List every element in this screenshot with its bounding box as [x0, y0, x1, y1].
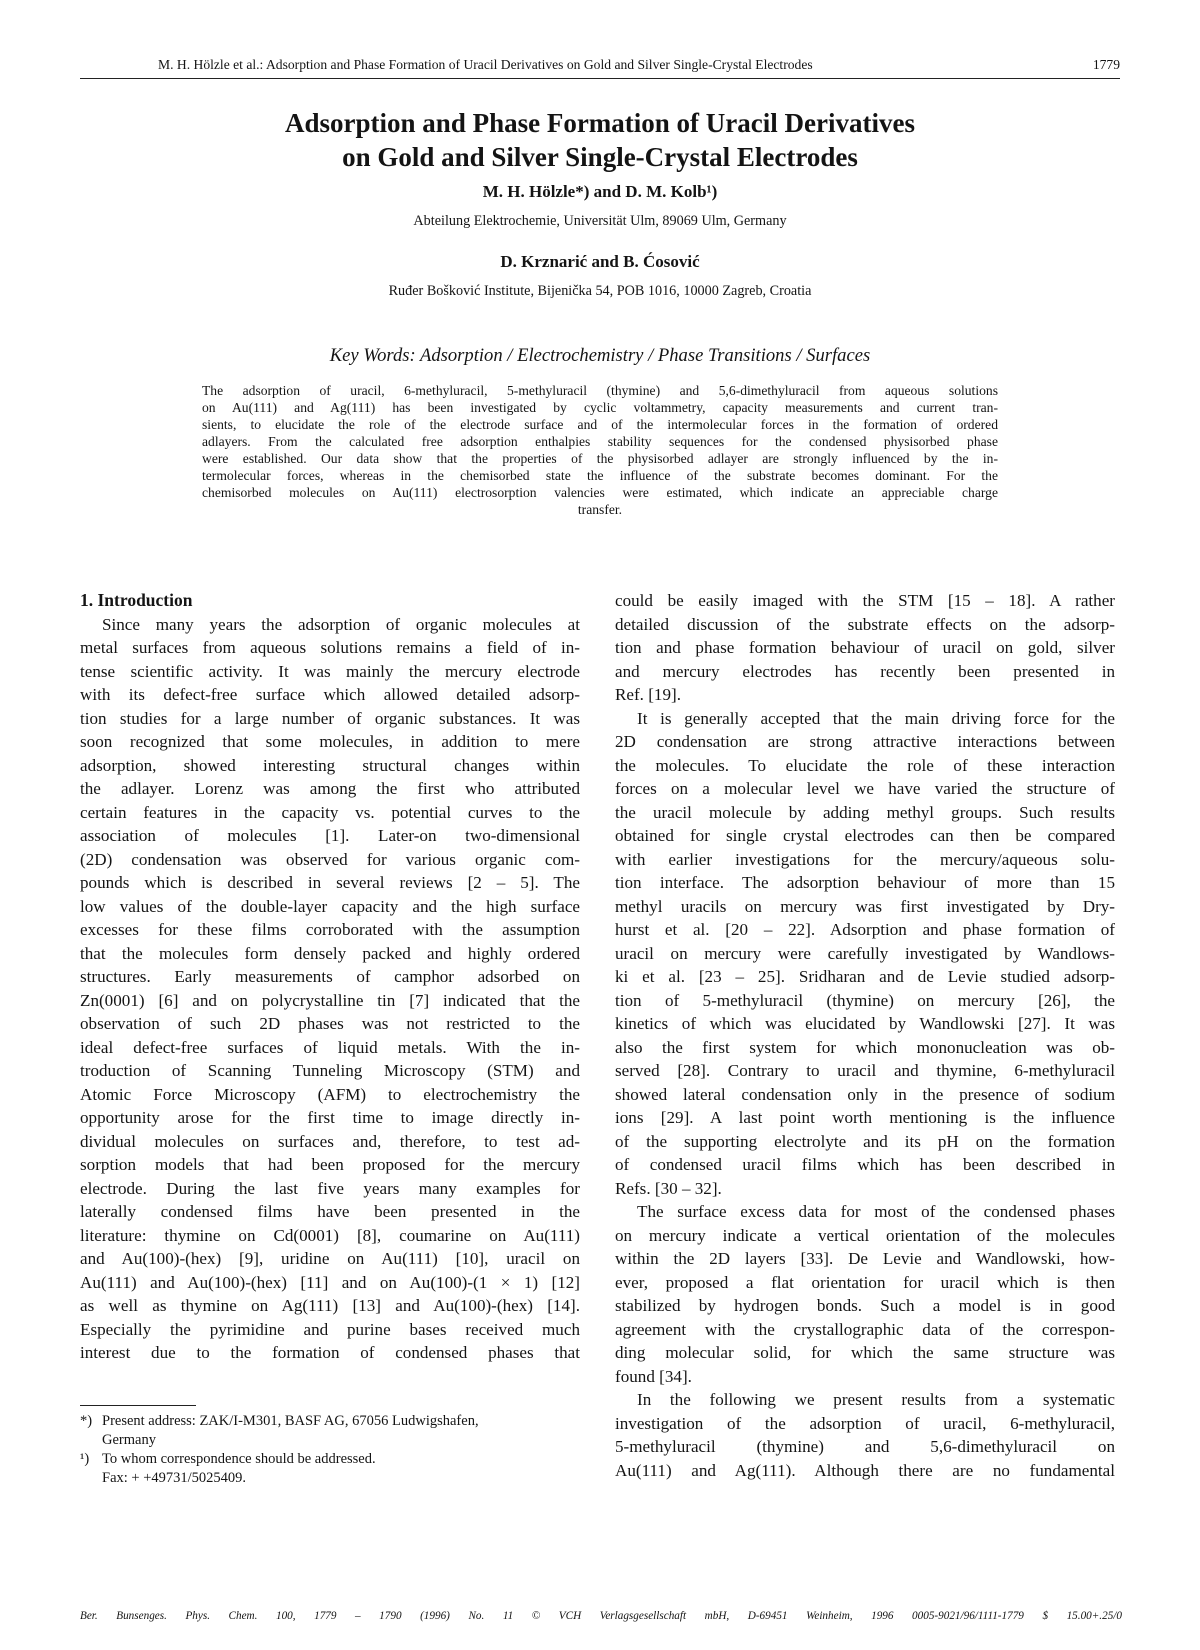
body-text-line: could be easily imaged with the STM [15 – 18]. A rather: [615, 591, 1115, 610]
footnotes: [80, 1412, 580, 1488]
body-text-line: as well as thymine on Ag(111) [13] and Au(100)-(hex) [14].: [80, 1296, 580, 1315]
body-text-line: interest due to the formation of condensed phases that: [80, 1343, 580, 1362]
body-text-line: ever, proposed a flat orientation for uracil which is then: [615, 1272, 1115, 1292]
body-text-line: ki et al. [23 – 25]. Sridharan and de Levie studied adsorp-: [615, 967, 1115, 986]
body-text-line: structures. Early measurements of camphor adsorbed on: [80, 967, 580, 986]
section-heading: 1. Introduction: [80, 590, 193, 610]
running-header: [80, 56, 1120, 79]
keywords: Key Words: Adsorption / Electrochemistry / Phase Transitions / Surfaces: [329, 345, 871, 366]
body-text-line: electrode. During the last five years many examples for: [80, 1178, 580, 1198]
abstract-line: adlayers. From the calculated free adsorption enthalpies stability sequences for the condensed physisorbed phase: [202, 434, 998, 449]
journal-footer: Ber. Bunsenges. Phys. Chem. 100, 1779 – 1790 (1996) No. 11 © VCH Verlagsgesellschaft mbH, D-69451 Weinheim, 1996 0005-9021/96/1111-1779 $ 15.00+.25/0: [80, 1610, 1122, 1622]
body-text-line: tion studies for a large number of organic substances. It was: [80, 708, 580, 728]
body-text-line: Especially the pyrimidine and purine bases received much: [80, 1319, 580, 1339]
body-text-line: 2D condensation are strong attractive interactions between: [615, 732, 1115, 751]
abstract: [202, 382, 998, 518]
left-column: [80, 589, 580, 1365]
footnote-text: Germany: [102, 1432, 156, 1448]
body-text-line: metal surfaces from aqueous solutions remains a field of in-: [80, 638, 580, 657]
body-text-line: Refs. [30 – 32].: [615, 1178, 722, 1198]
title-line-1: Adsorption and Phase Formation of Uracil Derivatives: [285, 108, 915, 138]
body-text-line: uracil on mercury were carefully investigated by Wandlows-: [615, 943, 1115, 963]
body-text-line: troduction of Scanning Tunneling Microscopy (STM) and: [80, 1061, 580, 1080]
footnote-text: To whom correspondence should be addressed.: [102, 1451, 376, 1467]
body-text-line: ding molecular solid, for which the same structure was: [615, 1343, 1115, 1362]
abstract-line: were established. Our data show that the properties of the physisorbed adlayer are strongly influenced by the in-: [202, 451, 998, 466]
body-text-line: tion interface. The adsorption behaviour of more than 15: [615, 873, 1115, 892]
footnote-line: [80, 1450, 580, 1469]
author-names-1: M. H. Hölzle*) and D. M. Kolb¹): [482, 182, 718, 201]
body-text-line: the molecules. To elucidate the role of these interaction: [615, 755, 1115, 775]
body-text-line: Zn(0001) [6] and on polycrystalline tin [7] indicated that the: [80, 990, 580, 1010]
body-text-line: detailed discussion of the substrate effects on the adsorp-: [615, 614, 1115, 634]
body-text-line: served [28]. Contrary to uracil and thymine, 6-methyluracil: [615, 1061, 1115, 1080]
body-text-line: low values of the double-layer capacity and the high surface: [80, 896, 580, 916]
body-text-line: tion of 5-methyluracil (thymine) on mercury [26], the: [615, 990, 1115, 1010]
body-text-line: certain features in the capacity vs. potential curves to the: [80, 802, 580, 822]
body-text-line: showed lateral condensation only in the presence of sodium: [615, 1084, 1115, 1104]
body-text-line: 5-methyluracil (thymine) and 5,6-dimethyluracil on: [615, 1437, 1115, 1456]
footnote-text: Fax: + +49731/5025409.: [102, 1470, 247, 1486]
abstract-line: transfer.: [577, 502, 623, 517]
footnote-line: [80, 1431, 580, 1450]
body-text-line: and mercury electrodes has recently been presented in: [615, 661, 1115, 681]
body-text-line: also the first system for which mononucleation was ob-: [615, 1037, 1115, 1057]
body-text-line: of the supporting electrolyte and its pH on the formation: [615, 1131, 1115, 1151]
body-text-line: Atomic Force Microscopy (AFM) to electrochemistry the: [80, 1084, 580, 1104]
body-text-line: excesses for these films corroborated with the assumption: [80, 920, 580, 939]
body-text-line: kinetics of which was elucidated by Wandlowski [27]. It was: [615, 1014, 1115, 1033]
body-text-line: In the following we present results from a systematic: [637, 1390, 1115, 1409]
body-text-line: the uracil molecule by adding methyl groups. Such results: [615, 802, 1115, 822]
body-text-line: ideal defect-free surfaces of liquid metals. With the in-: [80, 1037, 580, 1057]
affiliation-1: Abteilung Elektrochemie, Universität Ulm, 89069 Ulm, Germany: [413, 213, 787, 229]
body-text-line: adsorption, showed interesting structural changes within: [80, 755, 580, 775]
body-text-line: with earlier investigations for the mercury/aqueous solu-: [615, 849, 1115, 869]
article-title: [0, 106, 1200, 174]
body-text-line: that the molecules form densely packed and highly ordered: [80, 943, 580, 963]
body-text-line: methyl uracils on mercury was first investigated by Dry-: [615, 896, 1115, 916]
footnote-rule: [80, 1405, 196, 1406]
body-text-line: of condensed uracil films which has been described in: [615, 1155, 1115, 1174]
body-text-line: forces on a molecular level we have varied the structure of: [615, 779, 1115, 798]
body-text-line: Au(111) and Au(100)-(hex) [11] and on Au(100)-(1 × 1) [12]: [80, 1272, 580, 1292]
footnote-line: [80, 1412, 580, 1431]
page-number: 1779: [1092, 57, 1120, 72]
body-text-line: and Au(100)-(hex) [9], uridine on Au(111) [10], uracil on: [80, 1249, 580, 1268]
body-text-line: The surface excess data for most of the condensed phases: [637, 1202, 1115, 1221]
body-text-line: stabilized by hydrogen bonds. Such a model is in good: [615, 1296, 1115, 1315]
body-text-line: It is generally accepted that the main driving force for the: [637, 708, 1115, 728]
footnote-text: Present address: ZAK/I-M301, BASF AG, 67056 Ludwigshafen,: [102, 1413, 479, 1429]
right-column: [615, 589, 1115, 1482]
body-text-line: tion and phase formation behaviour of uracil on gold, silver: [615, 638, 1115, 657]
body-text-line: with its defect-free surface which allowed detailed adsorp-: [80, 685, 580, 704]
body-text-line: investigation of the adsorption of uracil, 6-methyluracil,: [615, 1413, 1115, 1433]
author-names-2: D. Krznarić and B. Ćosović: [500, 252, 700, 271]
body-text-line: (2D) condensation was observed for various organic com-: [80, 849, 580, 869]
body-text-line: found [34].: [615, 1366, 692, 1386]
body-text-line: laterally condensed films have been presented in the: [80, 1202, 580, 1221]
body-text-line: obtained for single crystal electrodes can then be compared: [615, 826, 1115, 845]
body-text-line: pounds which is described in several reviews [2 – 5]. The: [80, 873, 580, 892]
body-text-line: sorption models that had been proposed for the mercury: [80, 1155, 580, 1174]
body-text-line: ions [29]. A last point worth mentioning is the influence: [615, 1108, 1115, 1127]
body-text-line: dividual molecules on surfaces and, therefore, to test ad-: [80, 1131, 580, 1151]
body-text-line: Ref. [19].: [615, 685, 681, 704]
body-text-line: tense scientific activity. It was mainly the mercury electrode: [80, 661, 580, 681]
footnote-mark: *): [80, 1413, 93, 1429]
body-text-line: association of molecules [1]. Later-on two-dimensional: [80, 826, 580, 845]
title-line-2: on Gold and Silver Single-Crystal Electrodes: [342, 142, 858, 172]
abstract-line: The adsorption of uracil, 6-methyluracil, 5-methyluracil (thymine) and 5,6-dimethyluracil from aqueous solutions: [202, 383, 998, 398]
body-text-line: literature: thymine on Cd(0001) [8], coumarine on Au(111): [80, 1225, 580, 1245]
abstract-line: on Au(111) and Ag(111) has been investigated by cyclic voltammetry, capacity measurements and current tran-: [202, 400, 998, 415]
body-text-line: within the 2D layers [33]. De Levie and Wandlowski, how-: [615, 1249, 1115, 1268]
body-text-line: observation of such 2D phases was not restricted to the: [80, 1014, 580, 1033]
body-text-line: Since many years the adsorption of organic molecules at: [102, 614, 580, 634]
footnote-mark: ¹): [80, 1451, 90, 1467]
body-text-line: hurst et al. [20 – 22]. Adsorption and phase formation of: [615, 920, 1115, 939]
body-text-line: Au(111) and Ag(111). Although there are no fundamental: [615, 1460, 1115, 1480]
abstract-line: sients, to elucidate the role of the electrode surface and of the intermolecular forces in the formation of ordered: [202, 417, 998, 432]
body-text-line: opportunity arose for the first time to image directly in-: [80, 1108, 580, 1127]
body-text-line: soon recognized that some molecules, in addition to mere: [80, 732, 580, 751]
abstract-line: termolecular forces, whereas in the chemisorbed state the influence of the substrate becomes dominant. For the: [202, 468, 998, 483]
abstract-line: chemisorbed molecules on Au(111) electrosorption valencies were estimated, which indicate an appreciable charge: [202, 485, 998, 500]
body-text-line: on mercury indicate a vertical orientation of the molecules: [615, 1225, 1115, 1245]
running-header-text: M. H. Hölzle et al.: Adsorption and Phase Formation of Uracil Derivatives on Gold and Silver Single-Crystal Electrodes: [158, 57, 813, 72]
body-text-line: agreement with the crystallographic data of the correspon-: [615, 1319, 1115, 1339]
affiliation-2: Ruđer Bošković Institute, Bijenička 54, POB 1016, 10000 Zagreb, Croatia: [388, 283, 812, 299]
footnote-line: [80, 1469, 580, 1488]
body-text-line: the adlayer. Lorenz was among the first who attributed: [80, 779, 580, 798]
